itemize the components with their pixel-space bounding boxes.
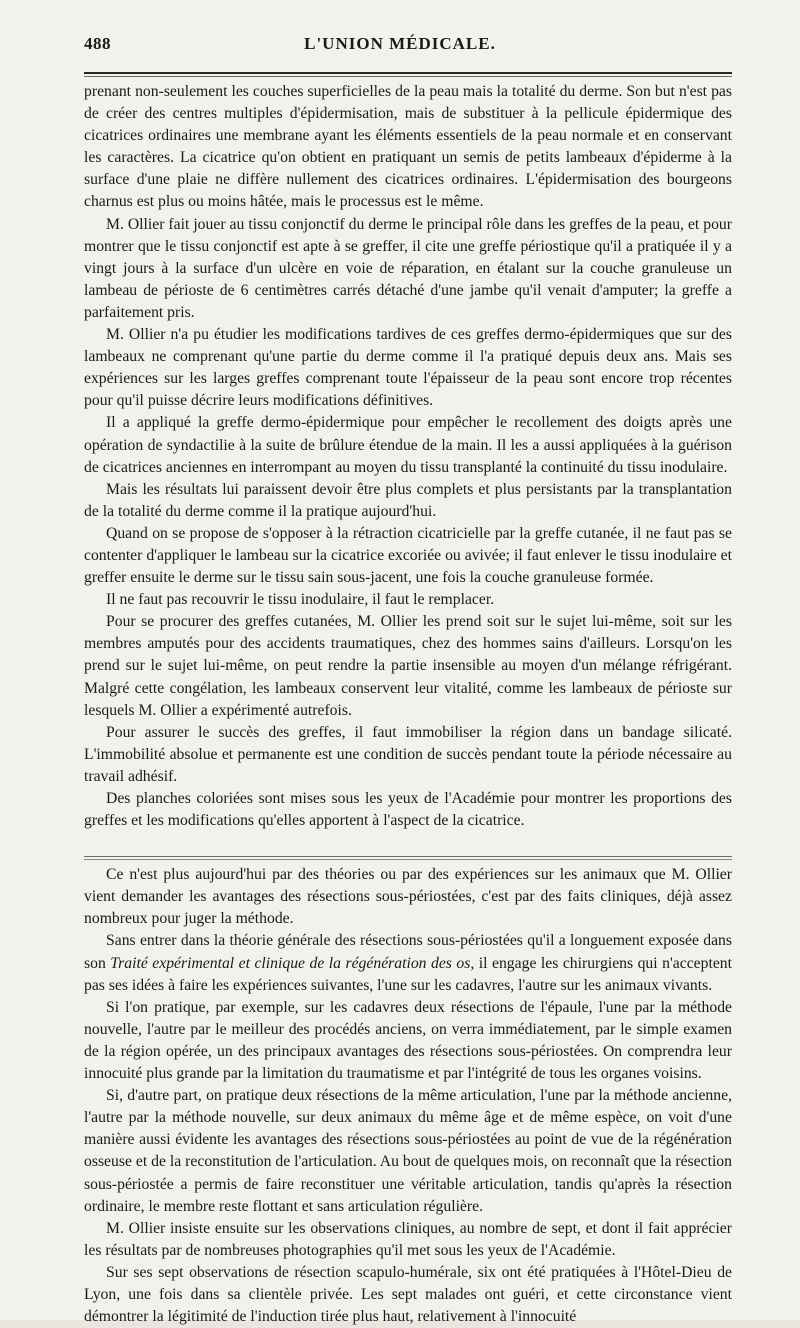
paragraph: Il ne faut pas recouvrir le tissu inodulaire, il faut le remplacer. xyxy=(106,591,495,609)
paragraph: Pour se procurer des greffes cutanées, M. Ollier les prend soit sur le sujet lui-même, soit sur les membres amputés pour des accidents traumatiques, chez des hommes sains d'ailleurs. Lorsqu'on les prend sur le sujet lui-même, on peut rendre la partie insensible au moyen d'un mélange réfrigérant. Malgré cette congélation, les lambeaux conservent leur vitalité, comme les lambeaux de périoste sur lesquels M. Ollier a expérimenté autrefois. xyxy=(84,613,732,719)
text-run: il engage les chirurgiens qui n'acceptent pas ses idées à faire les expériences suivantes, l'une sur les cadavres, l'autre sur les animaux vivants. xyxy=(84,954,733,994)
paragraph: M. Ollier fait jouer au tissu conjonctif du derme le principal rôle dans les greffes de la peau, et pour montrer que le tissu conjonctif est apte à se greffer, il cite une greffe périostique qu'il a pratiquée il y a vingt jours à la surface d'un ulcère en voie de réparation, en étalant sur la couche granuleuse un lambeau de périoste de 6 centimètres carrés détaché d'une jambe qu'il venait d'amputer; la greffe a parfaitement pris. xyxy=(84,215,732,321)
page-number: 488 xyxy=(84,34,111,53)
paragraph: M. Ollier insiste ensuite sur les observations cliniques, au nombre de sept, et dont il fait apprécier les résultats par de nombreuses photographies qu'il met sous les yeux de l'Académie. xyxy=(84,1219,732,1259)
paragraph xyxy=(84,930,732,996)
paragraph: Ce n'est plus aujourd'hui par des théories ou par des expériences sur les animaux que M. Ollier vient demander les avantages des résections sous-périostées, c'est par des faits cliniques, déjà assez nombreux pour juger la méthode. xyxy=(84,866,732,928)
section-divider-thin xyxy=(84,859,732,860)
header-rule-thin xyxy=(84,76,732,77)
paragraph: Il a appliqué la greffe dermo-épidermique pour empêcher le recollement des doigts après une opération de syndactilie à la suite de brûlure étendue de la main. Il les a aussi appliquées à la guérison de cicatrices anciennes en interrompant au moyen du tissu transplanté la continuité du tissu inodulaire. xyxy=(84,414,732,476)
header-rule xyxy=(84,72,732,74)
section-greffes xyxy=(84,81,732,832)
paragraph: M. Ollier n'a pu étudier les modifications tardives de ces greffes dermo-épidermiques que sur des lambeaux ne comprenant qu'une partie du derme comme il l'a pratiqué depuis deux ans. Mais ses expériences sur les larges greffes comprenant toute l'épaisseur de la peau sont encore trop récentes pour qu'il puisse décrire leurs modifications définitives. xyxy=(84,326,732,410)
paragraph: Pour assurer le succès des greffes, il faut immobiliser la région dans un bandage silicaté. L'immobilité absolue et permanente est une condition de succès pendant toute la période nécessaire au travail adhésif. xyxy=(84,723,732,785)
paragraph: prenant non-seulement les couches superficielles de la peau mais la totalité du derme. Son but n'est pas de créer des centres multiples d'épidermisation, mais de substituer à la pellicule épidermique des cicatrices ordinaires une membrane ayant les éléments essentiels de la peau normale et en conservant les caractères. La cicatrice qu'on obtient en pratiquant un semis de petits lambeaux d'épiderme à la surface d'une plaie ne diffère nullement des cicatrices ordinaires. L'épidermisation des bourgeons charnus est plus ou moins hâtée, mais le processus est le même. xyxy=(84,83,732,211)
paragraph: Si, d'autre part, on pratique deux résections de la même articulation, l'une par la méthode ancienne, l'autre par la méthode nouvelle, sur deux animaux du même âge et de même espèce, on voit d'une manière aussi évidente les avantages des résections sous-périostées au point de vue de la régénération osseuse et de la reconstitution de l'articulation. Au bout de quelques mois, on reconnaît que la résection sous-périostée a permis de faire reconstituer une véritable articulation, tandis qu'après la résection ordinaire, le membre reste flottant et sans articulation régulière. xyxy=(84,1087,732,1215)
paragraph: Mais les résultats lui paraissent devoir être plus complets et plus persistants par la transplantation de la totalité du derme comme il la pratique aujourd'hui. xyxy=(84,480,732,520)
section-resections xyxy=(84,864,732,1328)
text-run: Sans entrer dans la théorie générale des résections sous-périostées qu'il a longuement exposée dans son xyxy=(84,932,732,972)
paragraph: Si l'on pratique, par exemple, sur les cadavres deux résections de l'épaule, l'une par la méthode nouvelle, l'autre par le meilleur des procédés anciens, on verra immédiatement, par le simple examen de la région opérée, un des principaux avantages des résections sous-périostées. On comprendra leur innocuité plus grande par la limitation du traumatisme et par l'intégrité de tous les organes voisins. xyxy=(84,998,732,1083)
section-divider xyxy=(84,856,732,857)
paragraph: Des planches coloriées sont mises sous les yeux de l'Académie pour montrer les proportions des greffes et les modifications qu'elles apportent à l'aspect de la cicatrice. xyxy=(84,790,732,830)
running-head: L'UNION MÉDICALE. xyxy=(304,34,496,53)
paragraph: Quand on se propose de s'opposer à la rétraction cicatricielle par la greffe cutanée, il ne faut pas se contenter d'appliquer le lambeau sur la cicatrice excoriée ou avivée; il faut enlever le tissu inodulaire et greffer ensuite le derme sur le tissu sain sous-jacent, une fois la couche granuleuse formée. xyxy=(84,524,732,587)
book-title: Traité expérimental et clinique de la régénération des os, xyxy=(110,954,475,972)
paragraph: Sur ses sept observations de résection scapulo-humérale, six ont été pratiquées à l'Hôtel-Dieu de Lyon, une fois dans sa clientèle privée. Les sept malades ont guéri, et cette circonstance vient démontrer la légitimité de l'induction tirée plus haut, relativement à l'innocuité xyxy=(84,1263,732,1326)
